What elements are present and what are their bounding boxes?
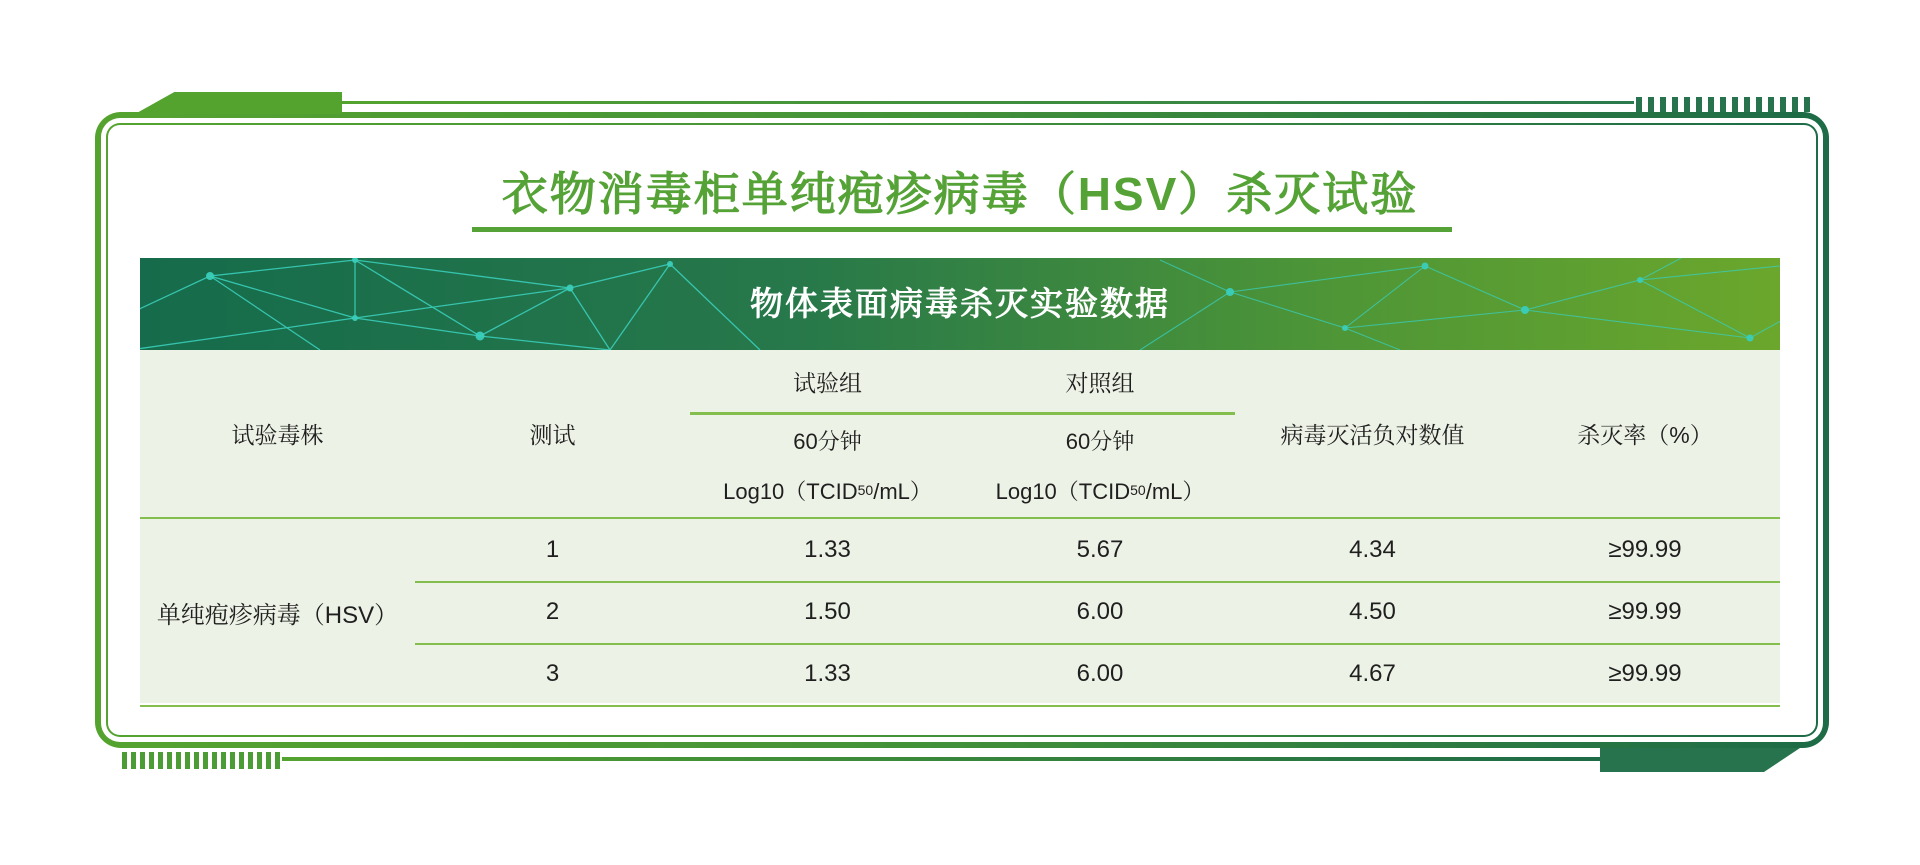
top-accent-line [342,101,1634,104]
bottom-accent-line [282,757,1602,761]
cell-neglog-2: 4.50 [1349,598,1396,625]
table-body [140,517,1780,707]
cell-killrate-3: ≥99.99 [1608,660,1682,687]
cell-testgroup-1: 1.33 [804,536,851,563]
header-group-block [690,350,1235,517]
header-log10-test: Log10（TCID 50 /mL） [723,478,932,504]
cell-test-2: 2 [545,598,560,625]
tick-marks-bottom-left [122,752,282,769]
cell-testgroup-3: 1.33 [804,660,851,687]
table-header [140,350,1780,517]
header-duration-control: 60分钟 [1065,428,1135,454]
banner-title: 物体表面病毒杀灭实验数据 [750,285,1170,322]
cell-test-3: 3 [545,660,560,687]
cell-controlgroup-1: 5.67 [1076,536,1124,563]
header-kill-rate: 杀灭率（%） [1577,422,1713,448]
strain-name-cell: 单纯疱疹病毒（HSV） [156,601,399,629]
header-test: 测试 [529,422,576,448]
corner-tab-bottom-right [1600,748,1800,772]
cell-neglog-3: 4.67 [1349,660,1396,687]
cell-killrate-2: ≥99.99 [1608,598,1682,625]
header-test-group: 试验组 [793,369,862,396]
results-table [140,350,1780,703]
title-underline [472,227,1452,232]
header-log10-control: Log10（TCID 50 /mL） [995,478,1205,504]
cell-neglog-1: 4.34 [1349,536,1396,563]
page-title: 衣物消毒柜单纯疱疹病毒（HSV）杀灭试验 [501,168,1419,220]
cell-test-1: 1 [545,536,560,563]
cell-controlgroup-2: 6.00 [1076,598,1124,625]
cell-testgroup-2: 1.50 [804,598,851,625]
header-neg-log: 病毒灭活负对数值 [1280,422,1465,448]
cell-controlgroup-3: 6.00 [1076,660,1124,687]
row-separator [415,581,1780,583]
cell-killrate-1: ≥99.99 [1608,536,1682,563]
section-banner [140,258,1780,350]
header-duration-test: 60分钟 [793,428,862,454]
header-strain: 试验毒株 [231,422,324,448]
corner-tab-top-left [135,92,342,114]
tick-marks-top-right [1636,97,1814,112]
row-separator [415,643,1780,645]
header-control-group: 对照组 [1065,369,1135,396]
